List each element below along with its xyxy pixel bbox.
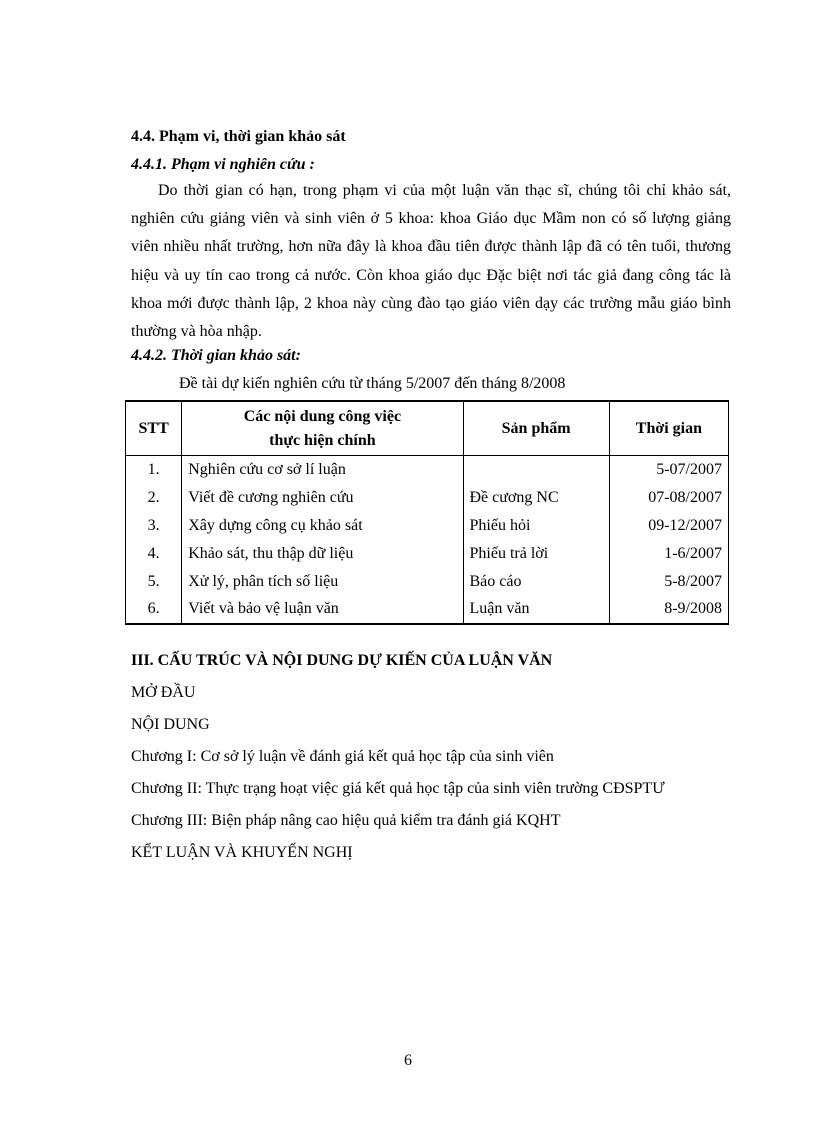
header-task bbox=[182, 401, 463, 456]
cell-stt: 1. bbox=[126, 456, 182, 484]
cell-time: 1-6/2007 bbox=[609, 539, 728, 567]
outline-item-intro: MỞ ĐẦU bbox=[131, 684, 196, 701]
cell-time: 8-9/2008 bbox=[609, 595, 728, 624]
cell-time: 07-08/2007 bbox=[609, 484, 728, 512]
table-row bbox=[126, 567, 729, 595]
subsection-heading-scope: 4.4.1. Phạm vi nghiên cứu : bbox=[131, 156, 315, 173]
cell-product: Phiếu hỏi bbox=[463, 512, 609, 540]
table-row bbox=[126, 512, 729, 540]
timeline-intro: Đề tài dự kiến nghiên cứu từ tháng 5/2007 đến tháng 8/2008 bbox=[179, 375, 566, 392]
header-product: Sản phẩm bbox=[463, 401, 609, 456]
outline-item-conclusion: KẾT LUẬN VÀ KHUYẾN NGHỊ bbox=[131, 844, 353, 861]
table-header-row bbox=[126, 401, 729, 456]
work-plan-table bbox=[125, 400, 729, 625]
cell-time: 5-8/2007 bbox=[609, 567, 728, 595]
cell-product: Luận văn bbox=[463, 595, 609, 624]
table-row bbox=[126, 539, 729, 567]
header-task-line1: Các nội dung công việc bbox=[243, 407, 402, 425]
structure-heading: III. CẤU TRÚC VÀ NỘI DUNG DỰ KIẾN CỦA LUẬN VĂN bbox=[131, 652, 553, 669]
cell-time: 5-07/2007 bbox=[609, 456, 728, 484]
outline-item-chapter3: Chương III: Biện pháp nâng cao hiệu quả kiểm tra đánh giá KQHT bbox=[131, 812, 561, 829]
cell-task: Nghiên cứu cơ sở lí luận bbox=[182, 456, 463, 484]
cell-product: Báo cáo bbox=[463, 567, 609, 595]
section-heading: 4.4. Phạm vi, thời gian khảo sát bbox=[131, 128, 346, 145]
header-task-line2: thực hiện chính bbox=[269, 431, 376, 449]
cell-product bbox=[463, 456, 609, 484]
cell-stt: 2. bbox=[126, 484, 182, 512]
outline-item-chapter1: Chương I: Cơ sở lý luận về đánh giá kết quả học tập của sinh viên bbox=[131, 748, 554, 765]
header-stt: STT bbox=[126, 401, 182, 456]
cell-stt: 6. bbox=[126, 595, 182, 624]
cell-task: Viết và bảo vệ luận văn bbox=[182, 595, 463, 624]
subsection-heading-time: 4.4.2. Thời gian khảo sát: bbox=[131, 347, 301, 364]
cell-stt: 3. bbox=[126, 512, 182, 540]
header-time: Thời gian bbox=[609, 401, 728, 456]
cell-stt: 4. bbox=[126, 539, 182, 567]
cell-task: Xử lý, phân tích số liệu bbox=[182, 567, 463, 595]
cell-task: Viết đề cương nghiên cứu bbox=[182, 484, 463, 512]
cell-time: 09-12/2007 bbox=[609, 512, 728, 540]
cell-stt: 5. bbox=[126, 567, 182, 595]
cell-task: Khảo sát, thu thập dữ liệu bbox=[182, 539, 463, 567]
outline-item-chapter2: Chương II: Thực trạng hoạt việc giá kết quả học tập của sinh viên trường CĐSPTƯ bbox=[131, 780, 665, 797]
cell-task: Xây dựng công cụ khảo sát bbox=[182, 512, 463, 540]
table-row bbox=[126, 456, 729, 484]
table-row bbox=[126, 595, 729, 624]
table-row bbox=[126, 484, 729, 512]
outline-item-content: NỘI DUNG bbox=[131, 716, 210, 733]
cell-product: Đề cương NC bbox=[463, 484, 609, 512]
cell-product: Phiếu trả lời bbox=[463, 539, 609, 567]
page-number: 6 bbox=[404, 1052, 412, 1069]
scope-paragraph: Do thời gian có hạn, trong phạm vi của một luận văn thạc sĩ, chúng tôi chỉ khảo sát, nghiên cứu giảng viên và sinh viên ở 5 khoa: khoa Giáo dục Mầm non có số lượng giảng viên nhiều nhất trường, hơn nữa đây là khoa đầu tiên được thành lập đã có tên tuổi, thương hiệu và uy tín cao trong cả nước. Còn khoa giáo dục Đặc biệt nơi tác giả đang công tác là khoa mới được thành lập, 2 khoa này cùng đào tạo giáo viên dạy các trường mẫu giáo bình thường và hòa nhập. bbox=[131, 182, 731, 341]
